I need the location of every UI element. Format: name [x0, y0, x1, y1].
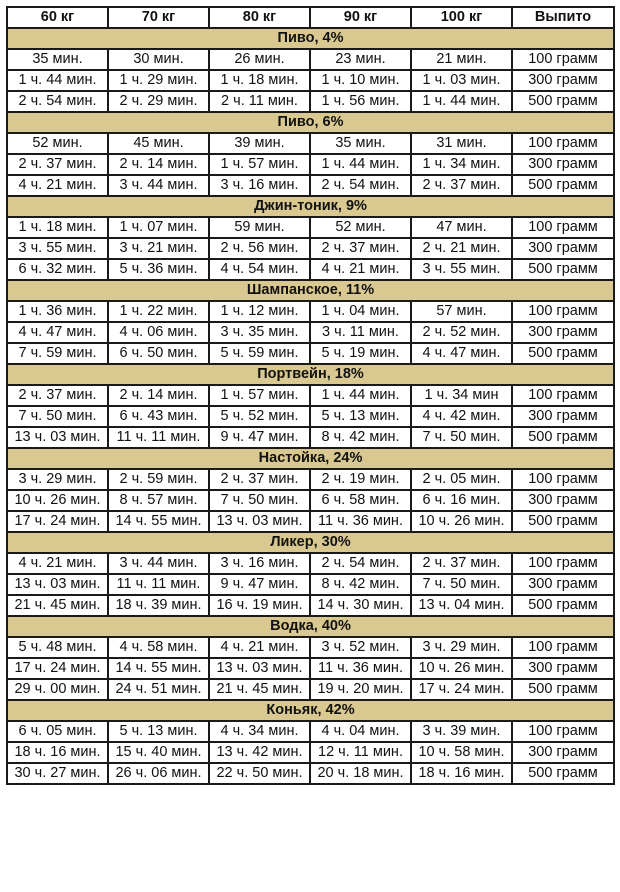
time-cell: 14 ч. 55 мин.	[108, 511, 209, 532]
time-cell: 22 ч. 50 мин.	[209, 763, 310, 784]
amount-cell: 500 грамм	[512, 763, 614, 784]
alcohol-elimination-table-container	[6, 6, 615, 785]
table-row	[7, 259, 614, 280]
amount-cell: 500 грамм	[512, 511, 614, 532]
time-cell: 1 ч. 04 мин.	[310, 301, 411, 322]
time-cell: 17 ч. 24 мин.	[411, 679, 512, 700]
table-row	[7, 721, 614, 742]
time-cell: 6 ч. 16 мин.	[411, 490, 512, 511]
section-title: Водка, 40%	[7, 616, 614, 637]
time-cell: 4 ч. 21 мин.	[7, 553, 108, 574]
section-header-row	[7, 196, 614, 217]
time-cell: 6 ч. 58 мин.	[310, 490, 411, 511]
amount-cell: 500 грамм	[512, 427, 614, 448]
time-cell: 2 ч. 14 мин.	[108, 154, 209, 175]
table-row	[7, 742, 614, 763]
time-cell: 7 ч. 59 мин.	[7, 343, 108, 364]
amount-cell: 300 грамм	[512, 406, 614, 427]
time-cell: 1 ч. 18 мин.	[209, 70, 310, 91]
table-row	[7, 175, 614, 196]
table-row	[7, 385, 614, 406]
time-cell: 2 ч. 54 мин.	[7, 91, 108, 112]
time-cell: 10 ч. 26 мин.	[411, 511, 512, 532]
section-title: Настойка, 24%	[7, 448, 614, 469]
header-row	[7, 7, 614, 28]
header-drunk: Выпито	[512, 7, 614, 28]
time-cell: 2 ч. 05 мин.	[411, 469, 512, 490]
time-cell: 9 ч. 47 мин.	[209, 427, 310, 448]
table-row	[7, 343, 614, 364]
header-100kg: 100 кг	[411, 7, 512, 28]
time-cell: 3 ч. 16 мин.	[209, 553, 310, 574]
time-cell: 59 мин.	[209, 217, 310, 238]
time-cell: 19 ч. 20 мин.	[310, 679, 411, 700]
table-body	[7, 28, 614, 784]
time-cell: 17 ч. 24 мин.	[7, 658, 108, 679]
time-cell: 4 ч. 21 мин.	[209, 637, 310, 658]
time-cell: 17 ч. 24 мин.	[7, 511, 108, 532]
time-cell: 1 ч. 44 мин.	[310, 385, 411, 406]
table-row	[7, 49, 614, 70]
time-cell: 5 ч. 59 мин.	[209, 343, 310, 364]
amount-cell: 100 грамм	[512, 721, 614, 742]
time-cell: 6 ч. 05 мин.	[7, 721, 108, 742]
table-row	[7, 595, 614, 616]
time-cell: 13 ч. 04 мин.	[411, 595, 512, 616]
time-cell: 14 ч. 30 мин.	[310, 595, 411, 616]
time-cell: 2 ч. 56 мин.	[209, 238, 310, 259]
time-cell: 7 ч. 50 мин.	[411, 427, 512, 448]
time-cell: 4 ч. 47 мин.	[7, 322, 108, 343]
time-cell: 4 ч. 21 мин.	[310, 259, 411, 280]
table-row	[7, 238, 614, 259]
time-cell: 1 ч. 34 мин	[411, 385, 512, 406]
amount-cell: 300 грамм	[512, 490, 614, 511]
time-cell: 4 ч. 42 мин.	[411, 406, 512, 427]
time-cell: 1 ч. 44 мин.	[411, 91, 512, 112]
table-row	[7, 637, 614, 658]
time-cell: 3 ч. 55 мин.	[7, 238, 108, 259]
amount-cell: 100 грамм	[512, 637, 614, 658]
time-cell: 3 ч. 11 мин.	[310, 322, 411, 343]
amount-cell: 500 грамм	[512, 91, 614, 112]
time-cell: 30 ч. 27 мин.	[7, 763, 108, 784]
amount-cell: 100 грамм	[512, 469, 614, 490]
table-row	[7, 91, 614, 112]
time-cell: 2 ч. 37 мин.	[310, 238, 411, 259]
time-cell: 12 ч. 11 мин.	[310, 742, 411, 763]
time-cell: 3 ч. 39 мин.	[411, 721, 512, 742]
section-header-row	[7, 280, 614, 301]
time-cell: 10 ч. 58 мин.	[411, 742, 512, 763]
time-cell: 5 ч. 19 мин.	[310, 343, 411, 364]
time-cell: 3 ч. 35 мин.	[209, 322, 310, 343]
time-cell: 35 мин.	[310, 133, 411, 154]
time-cell: 11 ч. 11 мин.	[108, 574, 209, 595]
amount-cell: 100 грамм	[512, 217, 614, 238]
time-cell: 7 ч. 50 мин.	[7, 406, 108, 427]
time-cell: 3 ч. 44 мин.	[108, 553, 209, 574]
section-title: Ликер, 30%	[7, 532, 614, 553]
time-cell: 2 ч. 52 мин.	[411, 322, 512, 343]
amount-cell: 100 грамм	[512, 49, 614, 70]
time-cell: 2 ч. 54 мин.	[310, 175, 411, 196]
time-cell: 2 ч. 37 мин.	[209, 469, 310, 490]
time-cell: 24 ч. 51 мин.	[108, 679, 209, 700]
time-cell: 6 ч. 43 мин.	[108, 406, 209, 427]
time-cell: 18 ч. 16 мин.	[411, 763, 512, 784]
table-row	[7, 70, 614, 91]
time-cell: 7 ч. 50 мин.	[209, 490, 310, 511]
table-row	[7, 427, 614, 448]
time-cell: 57 мин.	[411, 301, 512, 322]
time-cell: 1 ч. 57 мин.	[209, 154, 310, 175]
section-header-row	[7, 364, 614, 385]
table-row	[7, 679, 614, 700]
time-cell: 13 ч. 03 мин.	[7, 574, 108, 595]
time-cell: 1 ч. 29 мин.	[108, 70, 209, 91]
time-cell: 21 ч. 45 мин.	[7, 595, 108, 616]
amount-cell: 500 грамм	[512, 259, 614, 280]
table-row	[7, 469, 614, 490]
amount-cell: 500 грамм	[512, 343, 614, 364]
time-cell: 11 ч. 11 мин.	[108, 427, 209, 448]
header-80kg: 80 кг	[209, 7, 310, 28]
amount-cell: 300 грамм	[512, 574, 614, 595]
time-cell: 1 ч. 57 мин.	[209, 385, 310, 406]
header-70kg: 70 кг	[108, 7, 209, 28]
time-cell: 1 ч. 44 мин.	[7, 70, 108, 91]
section-title: Коньяк, 42%	[7, 700, 614, 721]
section-header-row	[7, 532, 614, 553]
time-cell: 5 ч. 52 мин.	[209, 406, 310, 427]
amount-cell: 300 грамм	[512, 658, 614, 679]
time-cell: 2 ч. 11 мин.	[209, 91, 310, 112]
amount-cell: 500 грамм	[512, 175, 614, 196]
section-header-row	[7, 112, 614, 133]
time-cell: 15 ч. 40 мин.	[108, 742, 209, 763]
section-header-row	[7, 700, 614, 721]
time-cell: 4 ч. 21 мин.	[7, 175, 108, 196]
time-cell: 11 ч. 36 мин.	[310, 658, 411, 679]
amount-cell: 300 грамм	[512, 322, 614, 343]
time-cell: 2 ч. 37 мин.	[411, 553, 512, 574]
section-title: Пиво, 4%	[7, 28, 614, 49]
table-row	[7, 406, 614, 427]
time-cell: 5 ч. 48 мин.	[7, 637, 108, 658]
section-title: Джин-тоник, 9%	[7, 196, 614, 217]
table-row	[7, 301, 614, 322]
section-header-row	[7, 28, 614, 49]
time-cell: 23 мин.	[310, 49, 411, 70]
amount-cell: 100 грамм	[512, 301, 614, 322]
time-cell: 45 мин.	[108, 133, 209, 154]
time-cell: 2 ч. 29 мин.	[108, 91, 209, 112]
time-cell: 6 ч. 32 мин.	[7, 259, 108, 280]
time-cell: 2 ч. 37 мин.	[411, 175, 512, 196]
time-cell: 52 мин.	[310, 217, 411, 238]
section-title: Шампанское, 11%	[7, 280, 614, 301]
time-cell: 10 ч. 26 мин.	[7, 490, 108, 511]
time-cell: 4 ч. 54 мин.	[209, 259, 310, 280]
time-cell: 8 ч. 42 мин.	[310, 574, 411, 595]
time-cell: 4 ч. 58 мин.	[108, 637, 209, 658]
time-cell: 2 ч. 21 мин.	[411, 238, 512, 259]
time-cell: 6 ч. 50 мин.	[108, 343, 209, 364]
time-cell: 21 мин.	[411, 49, 512, 70]
time-cell: 7 ч. 50 мин.	[411, 574, 512, 595]
time-cell: 26 мин.	[209, 49, 310, 70]
time-cell: 16 ч. 19 мин.	[209, 595, 310, 616]
time-cell: 1 ч. 03 мин.	[411, 70, 512, 91]
time-cell: 5 ч. 13 мин.	[310, 406, 411, 427]
table-row	[7, 217, 614, 238]
time-cell: 3 ч. 16 мин.	[209, 175, 310, 196]
section-title: Портвейн, 18%	[7, 364, 614, 385]
time-cell: 1 ч. 22 мин.	[108, 301, 209, 322]
time-cell: 1 ч. 12 мин.	[209, 301, 310, 322]
time-cell: 39 мин.	[209, 133, 310, 154]
time-cell: 13 ч. 42 мин.	[209, 742, 310, 763]
table-row	[7, 658, 614, 679]
table-row	[7, 763, 614, 784]
time-cell: 29 ч. 00 мин.	[7, 679, 108, 700]
time-cell: 4 ч. 04 мин.	[310, 721, 411, 742]
time-cell: 5 ч. 36 мин.	[108, 259, 209, 280]
time-cell: 21 ч. 45 мин.	[209, 679, 310, 700]
time-cell: 1 ч. 10 мин.	[310, 70, 411, 91]
time-cell: 8 ч. 42 мин.	[310, 427, 411, 448]
table-row	[7, 133, 614, 154]
time-cell: 3 ч. 55 мин.	[411, 259, 512, 280]
time-cell: 2 ч. 37 мин.	[7, 385, 108, 406]
time-cell: 2 ч. 14 мин.	[108, 385, 209, 406]
time-cell: 1 ч. 56 мин.	[310, 91, 411, 112]
section-header-row	[7, 448, 614, 469]
time-cell: 8 ч. 57 мин.	[108, 490, 209, 511]
time-cell: 1 ч. 36 мин.	[7, 301, 108, 322]
time-cell: 3 ч. 29 мин.	[411, 637, 512, 658]
time-cell: 14 ч. 55 мин.	[108, 658, 209, 679]
table-row	[7, 511, 614, 532]
section-title: Пиво, 6%	[7, 112, 614, 133]
table-row	[7, 574, 614, 595]
time-cell: 11 ч. 36 мин.	[310, 511, 411, 532]
time-cell: 1 ч. 34 мин.	[411, 154, 512, 175]
time-cell: 9 ч. 47 мин.	[209, 574, 310, 595]
time-cell: 30 мин.	[108, 49, 209, 70]
time-cell: 1 ч. 18 мин.	[7, 217, 108, 238]
time-cell: 13 ч. 03 мин.	[209, 511, 310, 532]
time-cell: 3 ч. 52 мин.	[310, 637, 411, 658]
amount-cell: 100 грамм	[512, 553, 614, 574]
amount-cell: 100 грамм	[512, 385, 614, 406]
amount-cell: 300 грамм	[512, 70, 614, 91]
time-cell: 18 ч. 39 мин.	[108, 595, 209, 616]
time-cell: 3 ч. 44 мин.	[108, 175, 209, 196]
table-row	[7, 322, 614, 343]
amount-cell: 300 грамм	[512, 154, 614, 175]
amount-cell: 500 грамм	[512, 679, 614, 700]
time-cell: 4 ч. 34 мин.	[209, 721, 310, 742]
time-cell: 2 ч. 19 мин.	[310, 469, 411, 490]
time-cell: 1 ч. 07 мин.	[108, 217, 209, 238]
time-cell: 4 ч. 47 мин.	[411, 343, 512, 364]
amount-cell: 300 грамм	[512, 742, 614, 763]
time-cell: 3 ч. 21 мин.	[108, 238, 209, 259]
time-cell: 52 мин.	[7, 133, 108, 154]
table-row	[7, 154, 614, 175]
time-cell: 35 мин.	[7, 49, 108, 70]
amount-cell: 500 грамм	[512, 595, 614, 616]
time-cell: 20 ч. 18 мин.	[310, 763, 411, 784]
header-60kg: 60 кг	[7, 7, 108, 28]
time-cell: 4 ч. 06 мин.	[108, 322, 209, 343]
amount-cell: 300 грамм	[512, 238, 614, 259]
time-cell: 31 мин.	[411, 133, 512, 154]
time-cell: 47 мин.	[411, 217, 512, 238]
time-cell: 1 ч. 44 мин.	[310, 154, 411, 175]
time-cell: 2 ч. 59 мин.	[108, 469, 209, 490]
time-cell: 13 ч. 03 мин.	[7, 427, 108, 448]
time-cell: 13 ч. 03 мин.	[209, 658, 310, 679]
table-row	[7, 490, 614, 511]
time-cell: 18 ч. 16 мин.	[7, 742, 108, 763]
header-90kg: 90 кг	[310, 7, 411, 28]
time-cell: 10 ч. 26 мин.	[411, 658, 512, 679]
time-cell: 3 ч. 29 мин.	[7, 469, 108, 490]
time-cell: 2 ч. 54 мин.	[310, 553, 411, 574]
time-cell: 5 ч. 13 мин.	[108, 721, 209, 742]
alcohol-elimination-table	[6, 6, 615, 785]
section-header-row	[7, 616, 614, 637]
amount-cell: 100 грамм	[512, 133, 614, 154]
time-cell: 26 ч. 06 мин.	[108, 763, 209, 784]
table-row	[7, 553, 614, 574]
time-cell: 2 ч. 37 мин.	[7, 154, 108, 175]
